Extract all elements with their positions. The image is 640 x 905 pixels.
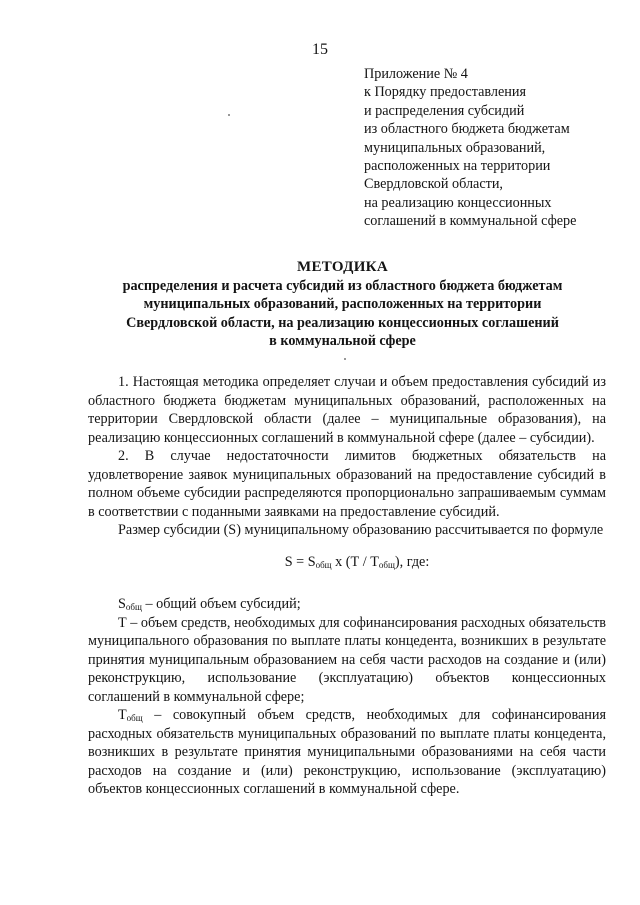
appendix-block — [364, 65, 576, 231]
appendix-line: Свердловской области, — [364, 176, 503, 193]
scan-speck — [344, 358, 346, 360]
appendix-line: на реализацию концессионных — [364, 194, 552, 211]
paragraph-1: 1. Настоящая методика определяет случаи и объем предоставления субсидий из областного бюджета бюджетам муниципальных образований, расположенных на территории Свердловской области (далее – муниципальные образования), на реализацию концессионных соглашений в коммунальной сфере (далее – субсидии). — [88, 374, 606, 446]
document-title — [90, 258, 595, 351]
appendix-line: расположенных на территории — [364, 158, 551, 175]
definition-subscript: общ — [125, 602, 142, 612]
definition-t-total — [88, 706, 606, 799]
formula-subscript: общ — [315, 559, 332, 570]
formula-subscript: общ — [378, 559, 395, 570]
paragraph-formula-intro: Размер субсидии (S) муниципальному образованию рассчитывается по формуле — [118, 522, 604, 538]
document-body — [88, 373, 606, 799]
definition-s-total — [88, 595, 606, 614]
scan-speck — [228, 114, 230, 116]
title-line: в коммунальной сфере — [269, 333, 416, 350]
definition-symbol: Т — [118, 707, 127, 723]
definition-text: – совокупный объем средств, необходимых для софинансирования расходных обязательств муниципальных образований по выплате платы концедента, возникших в результате принятия муниципальными образованиями на себя части расходов на создание и (или) реконструкцию, использование (эксплуатацию) объектов концессионных соглашений в коммунальной сфере. — [88, 707, 606, 797]
definition-symbol: S — [118, 596, 126, 612]
title-line: муниципальных образований, расположенных на территории — [143, 296, 542, 313]
formula-part: ), где: — [394, 553, 430, 570]
paragraph-2: 2. В случае недостаточности лимитов бюджетных обязательств на удовлетворение заявок муниципальных образований на предоставление субсидий в полном объеме субсидии распределяются пропорционально запрашиваемым суммам в соответствии с поданными заявками на предоставление субсидий. — [88, 448, 606, 520]
subsidy-formula — [88, 553, 606, 572]
appendix-line: Приложение № 4 — [364, 66, 468, 82]
title-heading: МЕТОДИКА — [297, 259, 388, 275]
appendix-line: к Порядку предоставления — [364, 84, 526, 101]
title-line: распределения и расчета субсидий из областного бюджета бюджетам — [122, 277, 563, 294]
definition-subscript: общ — [126, 713, 143, 723]
page-number: 15 — [312, 41, 328, 58]
appendix-line: соглашений в коммунальной сфере — [364, 213, 577, 230]
formula-part: х (Т / Т — [331, 553, 379, 570]
appendix-line: муниципальных образований, — [364, 139, 546, 156]
appendix-line: из областного бюджета бюджетам — [364, 121, 570, 138]
formula-part: S = S — [284, 553, 316, 570]
definition-t: Т – объем средств, необходимых для софинансирования расходных обязательств муниципального образования по выплате платы концедента, возникших в результате принятия муниципальным образованием на себя части расходов на создание и (или) реконструкцию, использование (эксплуатацию) объектов концессионных соглашений в коммунальной сфере; — [88, 614, 606, 705]
title-line: Свердловской области, на реализацию концессионных соглашений — [126, 314, 559, 331]
appendix-line: и распределения субсидий — [364, 102, 525, 119]
definition-text: – общий объем субсидий; — [141, 596, 301, 612]
